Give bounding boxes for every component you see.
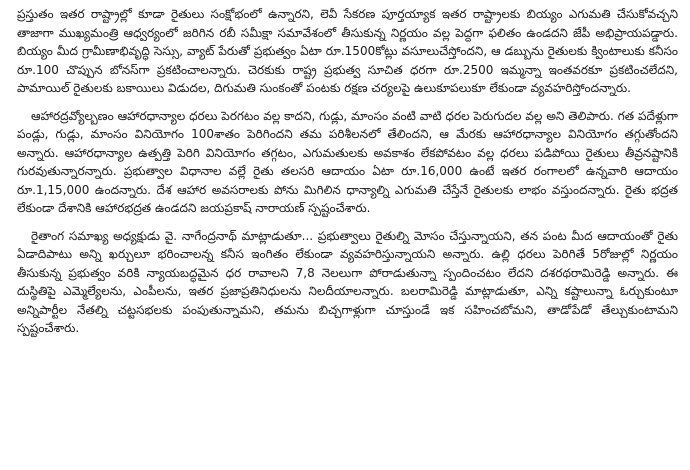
paragraph-2: ఆహారద్రవ్యోల్బణం ఆహారధాన్యాల ధరలు పెరగటం వల్ల కాదని, గుడ్లు, మాంసం వంటి వాటి ధరల పెరుగుదల వల్ల అని తెలిపారు. గత పదేళ్లుగా పండ్లు, గుడ్లు, మాంసం వినియోగం 100శాతం పెరిగిందని తమ పరిశీలనలో తేలిందని, ఆ మేరకు ఆహారధాన్యాల వినియోగం తగ్గుతోందని అన్నారు. ఆహారధాన్యాల ఉత్పత్తి పెరిగి వినియోగం తగ్గటం, ఎగుమతులకు అవకాశం లేకపోవటం వల్ల ధరలు పడిపోయి రైతులు తీవ్రనష్టానికి గురవుతున్నారన్నారు. ప్రభుత్వాల విధానాల వల్లే రైతు తలసరి ఆదాయం ఏటా రూ.16,000 ఉంటే ఇతర రంగాలలో ఉన్నవారి ఆదాయం రూ.1,15,000 ఉందన్నారు. దేశ ఆహార అవసరాలకు పోను మిగిలిన ధాన్యాల్ని ఎగుమతి చేస్తేనే రైతులకు లాభం వస్తుందన్నారు. రైతు భద్రత లేకుండా దేశానికి ఆహారభద్రత ఉండదని జయప్రకాష్ నారాయణ్ స్పష్టంచేశారు. [17,108,678,215]
paragraph-3: రైతాంగ సమాఖ్య అధ్యక్షుడు వై. నాగేంద్రనాథ్ మాట్లాడుతూ... ప్రభుత్వాలు రైతుల్ని మోసం చేస్తున్నాయని, తన పంట మీద ఆదాయంతో రైతు ఏడాదిపాటు అన్ని ఖర్చులూ భరించాలన్న కనీస ఇంగితం లేకుండా వ్యవహరిస్తున్నాయని అన్నారు. ఉల్లి ధరలు పెరిగితే 5రోజుల్లో నిర్ణయం తీసుకున్న ప్రభుత్వం వరికి న్యాయబద్ధమైన ధర రావాలని 7,8 నెలలుగా పోరాడుతున్నా స్పందించటం లేదని దశరథరామిరెడ్డి అన్నారు. ఈ దుస్థితిపై ఎమ్మెల్యేలను, ఎంపీలను, ఇతర ప్రజాప్రతినిధులను నిలదీయాలన్నారు. బలరామిరెడ్డి మాట్లాడుతూ, ఎన్ని కష్టాలున్నా ఓర్చుకుంటూ అన్నిపార్టీల నేతల్ని చట్టసభలకు పంపుతున్నామని, తమను బిచ్చగాళ్లుగా చూస్తుండే ఇక సహించబోమని, తాడోపేడో తేల్చుకుంటామని స్పష్టంచేశారు. [17,228,678,335]
paragraph-1: ప్రస్తుతం ఇతర రాష్ట్రాల్లో కూడా రైతులు సంక్షోభంలో ఉన్నారని, లెవీ సేకరణ పూర్తయ్యాక ఇతర రాష్ట్రాలకు బియ్యం ఎగుమతి చేసుకోవచ్చని తాజాగా ముఖ్యమంత్రి ఆధ్వర్యంలో జరిగిన రబీ సమీక్షా సమావేశంలో తీసుకున్న నిర్ణయం వల్ల పెద్దగా ఫలితం ఉండదని జేపీ అభిప్రాయపడ్డారు. బియ్యం మీద గ్రామీణాభివృద్ధి సెస్సు, వ్యాట్ పేరుతో ప్రభుత్వం ఏటా రూ.1500కోట్లు వసూలుచేస్తోందని, ఆ డబ్బును రైతులకు క్వింటాలుకు కనీసం రూ.100 చొప్పున బోనస్‌గా ప్రకటించాలన్నారు. చెరకుకు రాష్ట్ర ప్రభుత్వ సూచిత ధరగా రూ.2500 ఇమ్మన్నా ఇంతవరకూ ప్రకటించలేదని, పామాయిల్ రైతులకు బకాయిలు విడుదల, దిగుమతి సుంకంతో పంటకు రక్షణ చర్యలపై ఉలుకూపలుకూ లేకుండా వ్యవహరిస్తోందన్నారు. [17,7,678,95]
